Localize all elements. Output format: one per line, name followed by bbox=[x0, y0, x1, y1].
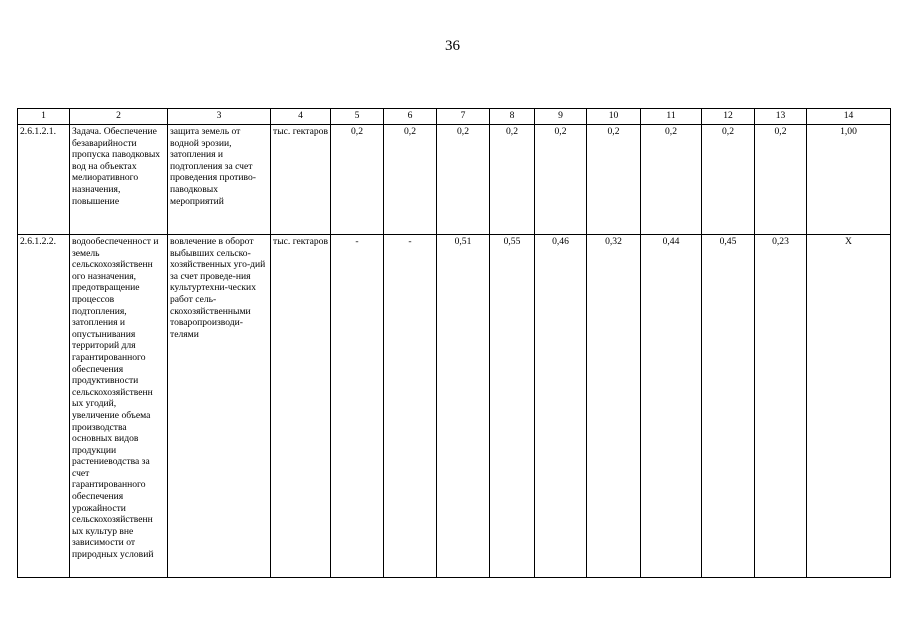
column-header: 5 bbox=[331, 109, 384, 125]
value-cell: 0,45 bbox=[702, 235, 755, 578]
indicator-text: защита земель от водной эрозии, затопления и подтопления за счет проведения противо-паводковых мероприятий bbox=[168, 125, 271, 235]
column-header: 6 bbox=[384, 109, 437, 125]
column-header: 1 bbox=[18, 109, 70, 125]
value-cell: 0,2 bbox=[587, 125, 641, 235]
value-cell: - bbox=[384, 235, 437, 578]
value-cell: 0,2 bbox=[535, 125, 587, 235]
value-cell: 0,2 bbox=[490, 125, 535, 235]
value-cell: 0,32 bbox=[587, 235, 641, 578]
value-cell: 0,2 bbox=[702, 125, 755, 235]
value-cell: 0,44 bbox=[641, 235, 702, 578]
table-row bbox=[18, 125, 891, 235]
value-cell: 1,00 bbox=[807, 125, 891, 235]
task-text: Задача. Обеспечение безаварийности пропуска паводковых вод на объектах мелиоративного назначения, повышение bbox=[70, 125, 168, 235]
column-header: 10 bbox=[587, 109, 641, 125]
row-code: 2.6.1.2.1. bbox=[18, 125, 70, 235]
row-code: 2.6.1.2.2. bbox=[18, 235, 70, 578]
column-header: 4 bbox=[271, 109, 331, 125]
column-header: 3 bbox=[168, 109, 271, 125]
table-row bbox=[18, 235, 891, 578]
value-cell: 0,51 bbox=[437, 235, 490, 578]
value-cell: 0,55 bbox=[490, 235, 535, 578]
column-header: 7 bbox=[437, 109, 490, 125]
column-header: 13 bbox=[755, 109, 807, 125]
page-number: 36 bbox=[445, 38, 460, 54]
indicators-table bbox=[17, 108, 891, 578]
unit-cell: тыс. гектаров bbox=[271, 235, 331, 578]
column-header: 14 bbox=[807, 109, 891, 125]
value-cell: 0,46 bbox=[535, 235, 587, 578]
column-header: 12 bbox=[702, 109, 755, 125]
value-cell: 0,2 bbox=[641, 125, 702, 235]
value-cell: 0,2 bbox=[437, 125, 490, 235]
indicator-text: вовлечение в оборот выбывших сельско-хозяйственных уго-дий за счет проведе-ния культуртехни-ческих работ сель-скохозяйственными товаропроизводи-телями bbox=[168, 235, 271, 578]
unit-cell: тыс. гектаров bbox=[271, 125, 331, 235]
value-cell: Х bbox=[807, 235, 891, 578]
header-row bbox=[18, 109, 891, 125]
value-cell: 0,2 bbox=[384, 125, 437, 235]
column-header: 8 bbox=[490, 109, 535, 125]
value-cell: 0,2 bbox=[331, 125, 384, 235]
column-header: 2 bbox=[70, 109, 168, 125]
value-cell: 0,2 bbox=[755, 125, 807, 235]
task-text: водообеспеченност и земель сельскохозяйственн ого назначения, предотвращение процессов подтопления, затопления и опустынивания территорий для гарантированного обеспечения продуктивности сельскохозяйственн ых угодий, увеличение объема производства основных видов продукции растениеводства за счет гарантированного обеспечения урожайности сельскохозяйственн ых культур вне зависимости от природных условий bbox=[70, 235, 168, 578]
column-header: 9 bbox=[535, 109, 587, 125]
column-header: 11 bbox=[641, 109, 702, 125]
value-cell: - bbox=[331, 235, 384, 578]
value-cell: 0,23 bbox=[755, 235, 807, 578]
